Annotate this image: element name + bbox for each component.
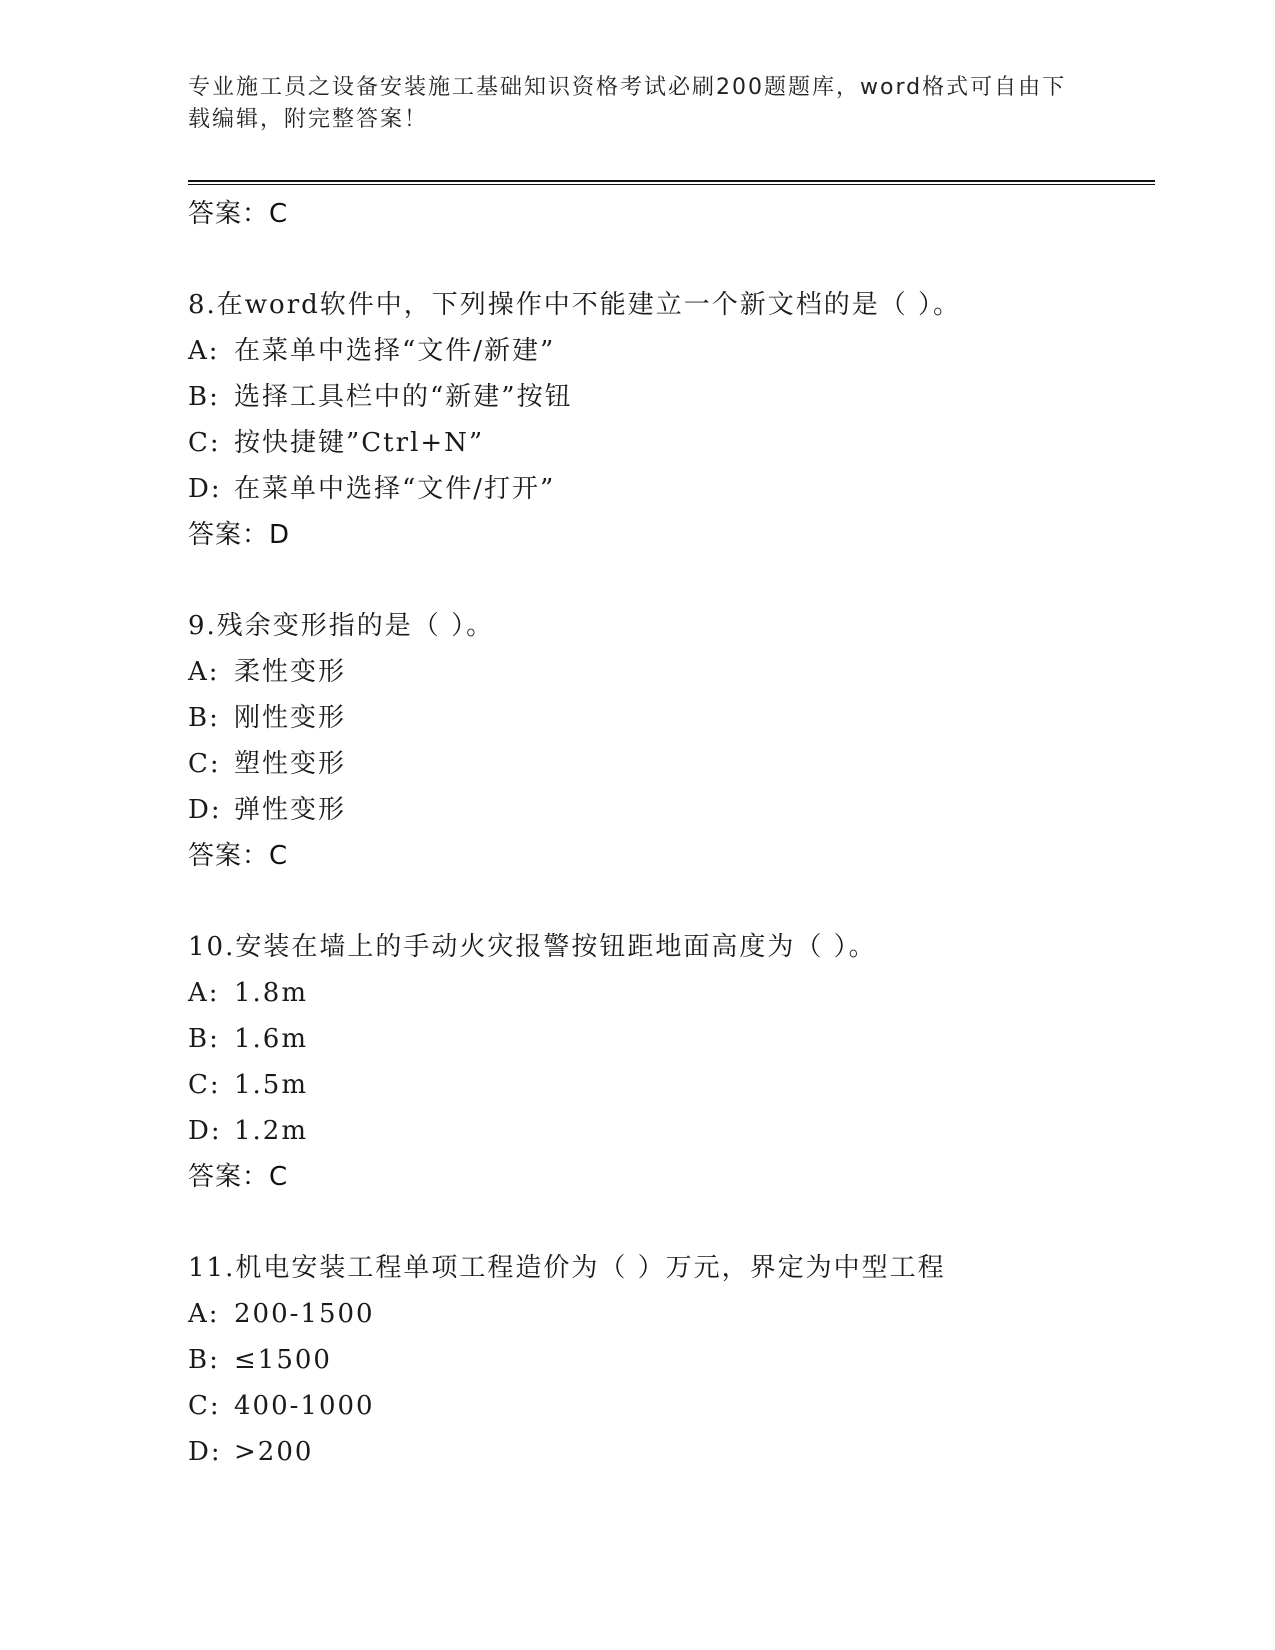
option-key: C: xyxy=(188,1070,221,1100)
question-block xyxy=(188,603,1155,879)
option-line xyxy=(188,1062,1155,1108)
option-text: 1.5m xyxy=(234,1070,309,1100)
option-line xyxy=(188,970,1155,1016)
header-divider-thin xyxy=(188,184,1155,185)
option-text: 弹性变形 xyxy=(234,795,347,825)
option-line xyxy=(188,1016,1155,1062)
option-line xyxy=(188,1429,1155,1475)
option-text: 刚性变形 xyxy=(234,703,347,733)
option-key: A: xyxy=(188,657,220,687)
answer-line: 答案：C xyxy=(188,199,289,229)
answer-line: 答案：C xyxy=(188,841,289,871)
option-text: 选择工具栏中的“新建”按钮 xyxy=(234,382,573,412)
option-text: ≤1500 xyxy=(234,1345,332,1375)
question-block xyxy=(188,924,1155,1200)
option-key: D: xyxy=(188,474,222,504)
option-key: B: xyxy=(188,1024,220,1054)
option-line xyxy=(188,328,1155,374)
option-line xyxy=(188,787,1155,833)
question-stem: 10.安装在墙上的手动火灾报警按钮距地面高度为（ ）。 xyxy=(188,932,877,962)
header-divider-thick xyxy=(188,180,1155,182)
option-line xyxy=(188,1108,1155,1154)
question-stem: 9.残余变形指的是（ ）。 xyxy=(188,611,495,641)
option-line xyxy=(188,695,1155,741)
option-text: 1.6m xyxy=(234,1024,309,1054)
option-line xyxy=(188,649,1155,695)
option-text: 200-1500 xyxy=(234,1299,375,1329)
option-line xyxy=(188,374,1155,420)
option-line xyxy=(188,1291,1155,1337)
option-key: C: xyxy=(188,749,221,779)
option-key: D: xyxy=(188,1437,222,1467)
spacer xyxy=(188,558,1155,603)
option-text: 柔性变形 xyxy=(234,657,347,687)
option-text: 1.2m xyxy=(234,1116,309,1146)
question-block xyxy=(188,1245,1155,1475)
option-key: D: xyxy=(188,795,222,825)
answer-line: 答案：D xyxy=(188,520,291,550)
answer-line: 答案：C xyxy=(188,1162,289,1192)
option-key: A: xyxy=(188,336,220,366)
option-key: C: xyxy=(188,428,221,458)
option-key: B: xyxy=(188,1345,220,1375)
option-text: 在菜单中选择“文件/打开” xyxy=(234,474,556,504)
option-line xyxy=(188,1383,1155,1429)
option-key: D: xyxy=(188,1116,222,1146)
question-stem: 8.在word软件中，下列操作中不能建立一个新文档的是（ ）。 xyxy=(188,290,962,320)
option-line xyxy=(188,466,1155,512)
option-key: A: xyxy=(188,1299,220,1329)
document-header: 专业施工员之设备安装施工基础知识资格考试必刷200题题库，word格式可自由下载编辑，附完整答案！ xyxy=(188,75,1067,132)
spacer xyxy=(188,879,1155,924)
option-text: 在菜单中选择“文件/新建” xyxy=(234,336,556,366)
option-text: 按快捷键”Ctrl+N” xyxy=(234,428,485,458)
spacer xyxy=(188,1200,1155,1245)
option-key: B: xyxy=(188,703,220,733)
option-key: A: xyxy=(188,978,220,1008)
option-line xyxy=(188,420,1155,466)
option-text: >200 xyxy=(234,1437,314,1467)
option-line xyxy=(188,741,1155,787)
question-block xyxy=(188,282,1155,558)
option-text: 塑性变形 xyxy=(234,749,347,779)
question-list xyxy=(188,191,1155,1475)
option-line xyxy=(188,1337,1155,1383)
option-key: B: xyxy=(188,382,220,412)
option-key: C: xyxy=(188,1391,221,1421)
option-text: 1.8m xyxy=(234,978,309,1008)
option-text: 400-1000 xyxy=(234,1391,375,1421)
spacer xyxy=(188,237,1155,282)
question-stem: 11.机电安装工程单项工程造价为（ ）万元，界定为中型工程 xyxy=(188,1253,946,1283)
